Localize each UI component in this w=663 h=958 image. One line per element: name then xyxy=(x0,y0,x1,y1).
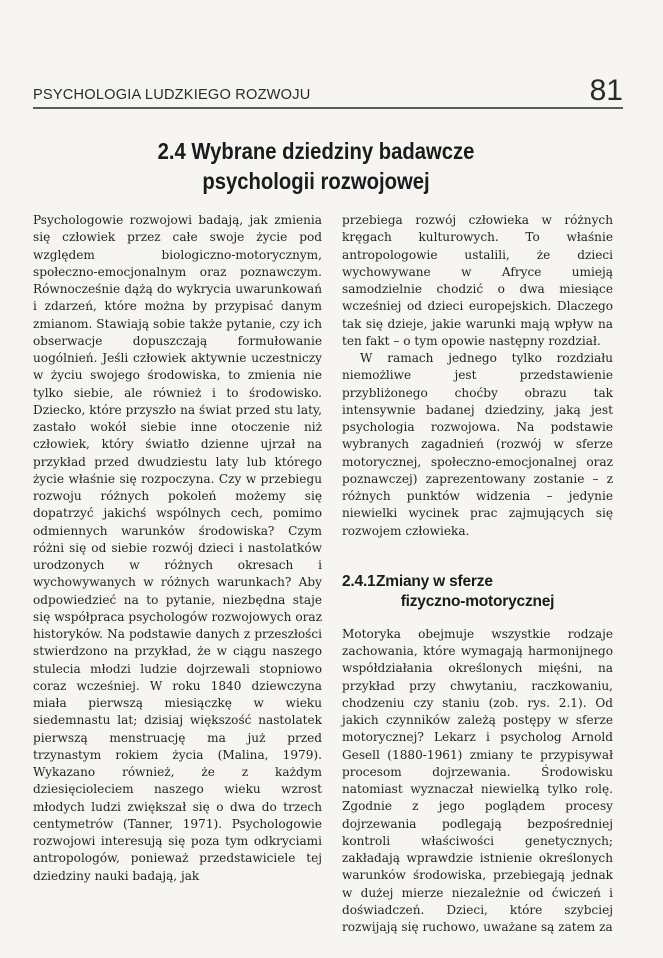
subsection-title-line1: Zmiany w sferze xyxy=(376,572,493,590)
header-rule xyxy=(33,107,623,109)
page-number: 81 xyxy=(589,74,623,107)
section-title-line2: psychologii rozwojowej xyxy=(202,168,430,194)
running-title: PSYCHOLOGIA LUDZKIEGO ROZWOJU xyxy=(33,87,311,103)
subsection-number: 2.4.1 xyxy=(342,572,376,590)
section-heading xyxy=(122,136,509,196)
body-paragraph: przebiega rozwój człowieka w różnych kręgach kulturowych. To właśnie antropologowie ustalili, że dzieci wychowywane w Afryce umieją samodzielnie chodzić o dwa miesiące wcześniej od dzieci europejskich. Dlaczego tak się dzieje, jakie warunki mają wpływ na ten fakt – o tym opowie następny rozdział. xyxy=(342,213,613,348)
body-paragraph: Psychologowie rozwojowi badają, jak zmienia się człowiek przez całe swoje życie pod względem biologiczno-motorycznym, społeczno-emocjonalnym oraz poznawczym. Równocześnie dążą do wykrycia uwarunkowań i zdarzeń, które można by przypisać danym zmianom. Stawiają sobie także pytanie, czy ich obserwacje dopuszczają formułowanie uogólnień. Jeśli człowiek aktywnie uczestniczy w życiu swojego środowiska, to zmienia nie tylko siebie, ale również i to środowisko. Dziecko, które przyszło na świat przed stu laty, zastało wokół siebie inne otoczenie niż człowiek, który światło dzienne ujrzał na przykład przed dwudziestu laty lub którego życie właśnie się rozpoczyna. Czy w przebiegu rozwoju różnych pokoleń możemy się dopatrzyć jakichś wspólnych cech, pomimo odmiennych warunków środowiska? Czym różni się od siebie rozwój dzieci i nastolatków urodzonych w różnych okresach i wychowywanych w różnych warunkach? Aby odpowiedzieć na to pytanie, niezbędna staje się współpraca psychologów rozwojowych oraz historyków. Na podstawie danych z przeszłości stwierdzono na przykład, że w ciągu naszego stulecia młodzi ludzie dojrzewali stopniowo coraz wcześniej. W roku 1840 dziewczyna miała pierwszą miesiączkę w wieku siedemnastu lat; dzisiaj większość nastolatek pierwszą menstruację ma już przed trzynastym rokiem życia (Malina, 1979). Wykazano również, że z każdym dziesięcioleciem naszego wieku wzrost młodych ludzi zwiększał się o dwa do trzech centymetrów (Tanner, 1971). Psychologowie rozwojowi interesują się poza tym odkryciami antropologów, ponieważ przedstawiciele tej dziedziny nauki badają, jak xyxy=(33,213,322,883)
right-column xyxy=(342,212,613,936)
section-number: 2.4 xyxy=(157,138,186,164)
subsection-heading xyxy=(342,572,613,612)
body-paragraph: W ramach jednego tylko rozdziału niemożliwe jest przedstawienie przybliżonego choćby obrazu tak intensywnie badanej dziedziny, jaką jest psychologia rozwojowa. Na podstawie wybranych zagadnień (rozwój w sferze motorycznej, społeczno-emocjonalnej oraz poznawczej) zaprezentowany zostanie – z różnych punktów widzenia – jedynie niewielki wycinek prac zajmujących się rozwojem człowieka. xyxy=(342,351,613,538)
running-header xyxy=(33,74,623,112)
body-paragraph: Motoryka obejmuje wszystkie rodzaje zachowania, które wymagają harmonijnego współdziałania określonych mięśni, na przykład przy chwytaniu, raczkowaniu, chodzeniu czy staniu (zob. rys. 2.1). Od jakich czynników zależą postępy w sferze motorycznej? Lekarz i psycholog Arnold Gesell (1880-1961) zmiany te przypisywał procesom dojrzewania. Środowisku natomiast wyznaczał niewielką tylko rolę. Zgodnie z jego poglądem procesy dojrzewania podlegają bezpośredniej kontroli właściwości genetycznych; zakładają wprawdzie istnienie określonych warunków środowiska, przebiegają jednak w dużej mierze niezależnie od ćwiczeń i doświadczeń. Dzieci, które szybciej rozwijają się ruchowo, uważane są zatem za xyxy=(342,626,613,934)
section-title-line1: Wybrane dziedziny badawcze xyxy=(191,138,475,164)
left-column xyxy=(33,212,322,885)
subsection-title-line2: fizyczno-motorycznej xyxy=(400,592,555,610)
